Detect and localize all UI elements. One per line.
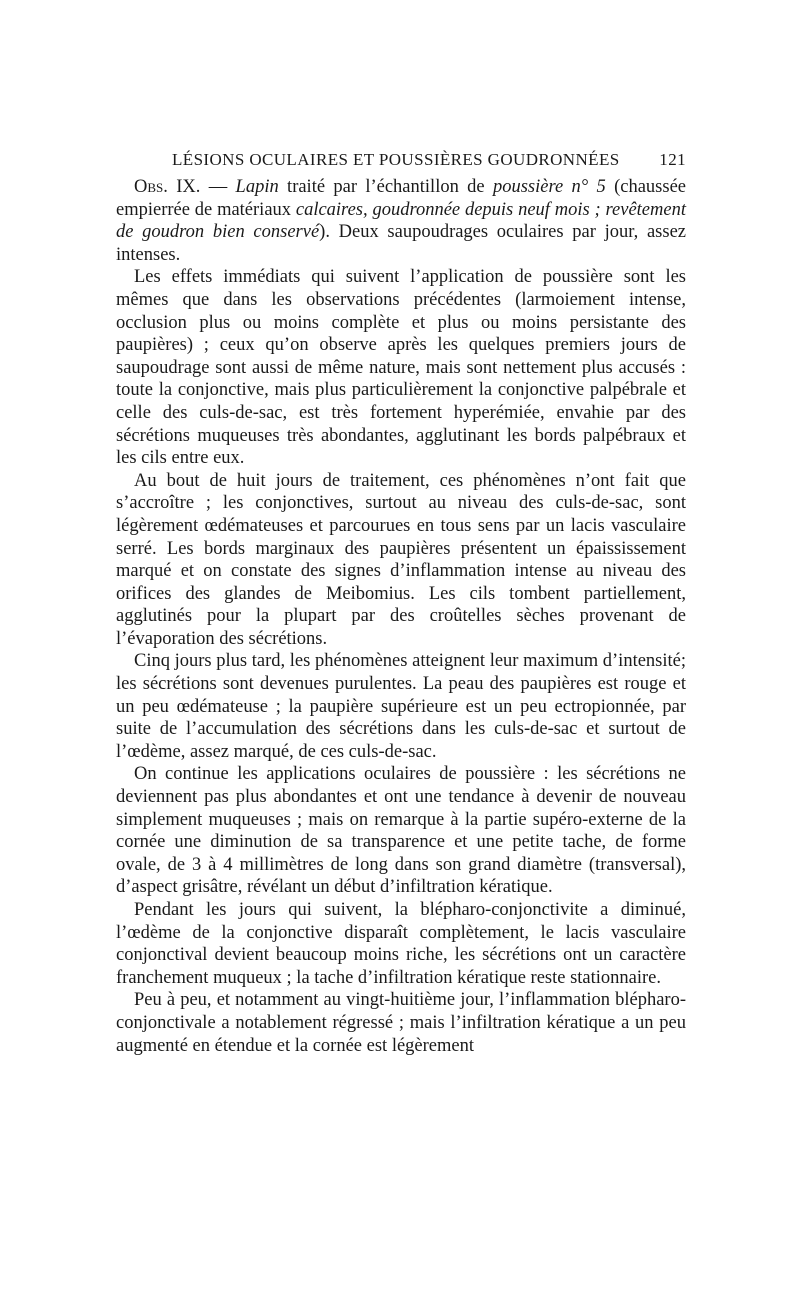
observation-subject: Lapin [235,177,279,197]
paragraph: On continue les applications oculaires de poussière : les sécrétions ne deviennent pas plus abondantes et ont une tendance à devenir de nouveau simplement muqueuses ; mais on remarque à la partie supéro-externe de la cornée une diminution de sa transparence et une petite tache, de forme ovale, de 3 à 4 millimètres de long dans son grand diamètre (transversal), d’aspect grisâtre, révélant un début d’infiltration kératique. [116,764,686,898]
observation-label: Obs. IX. — [134,177,236,197]
paragraph: Cinq jours plus tard, les phénomènes atteignent leur maximum d’intensité; les sécrétions sont devenues purulentes. La peau des paupières est rouge et un peu œdémateuse ; la paupière supérieure est un peu ectropionnée, par suite de l’accumulation des sécrétions dans les culs-de-sac et surtout de l’œdème, assez marqué, de ces culs-de-sac. [116,651,686,762]
observation-text-2: (chaussée empierrée de matériaux [116,177,686,220]
page-number: 121 [659,150,686,169]
document-page [116,150,686,1057]
observation-material: calcaires, goudronnée depuis neuf mois ; revêtement de goudron bien conservé [116,199,686,243]
body-text [116,176,686,1057]
paragraph: Pendant les jours qui suivent, la blépharo-conjonctivite a diminué, l’œdème de la conjonctive disparaît complètement, le lacis vasculaire conjonctival devient beaucoup moins riche, les sécrétions ont un caractère franchement muqueux ; la tache d’infiltration kératique reste stationnaire. [116,900,686,988]
running-title: LÉSIONS OCULAIRES ET POUSSIÈRES GOUDRONNÉES [172,150,620,169]
paragraph: Les effets immédiats qui suivent l’application de poussière sont les mêmes que dans les observations précédentes (larmoiement intense, occlusion plus ou moins complète et plus ou moins persistante des paupières) ; ceux qu’on observe après les quelques premiers jours de saupoudrage sont aussi de même nature, mais sont nettement plus accusés : toute la conjonctive, mais plus particulièrement la conjonctive palpébrale et celle des culs-de-sac, est très fortement hyperémiée, envahie par des sécrétions muqueuses très abondantes, agglutinant les bords palpébraux et les cils entre eux. [116,267,686,469]
observation-text-3: ). Deux saupoudrages oculaires par jour, assez intenses. [116,222,686,265]
observation-text-1: traité par l’échantillon de [278,177,493,197]
paragraph-observation [116,176,686,266]
observation-sample: poussière n° 5 [492,177,606,197]
running-header [116,150,686,170]
paragraph: Peu à peu, et notamment au vingt-huitième jour, l’inflammation blépharo-conjonctivale a notablement régressé ; mais l’infiltration kératique a un peu augmenté en étendue et la cornée est légèrement [116,990,686,1056]
paragraph: Au bout de huit jours de traitement, ces phénomènes n’ont fait que s’accroître ; les conjonctives, surtout au niveau des culs-de-sac, sont légèrement œdémateuses et parcourues en tous sens par un lacis vasculaire serré. Les bords marginaux des paupières présentent un épaississement marqué et on constate des signes d’inflammation intense au niveau des orifices des glandes de Meibomius. Les cils tombent partiellement, agglutinés pour la plupart par des croûtelles sèches provenant de l’évaporation des sécrétions. [116,470,686,649]
